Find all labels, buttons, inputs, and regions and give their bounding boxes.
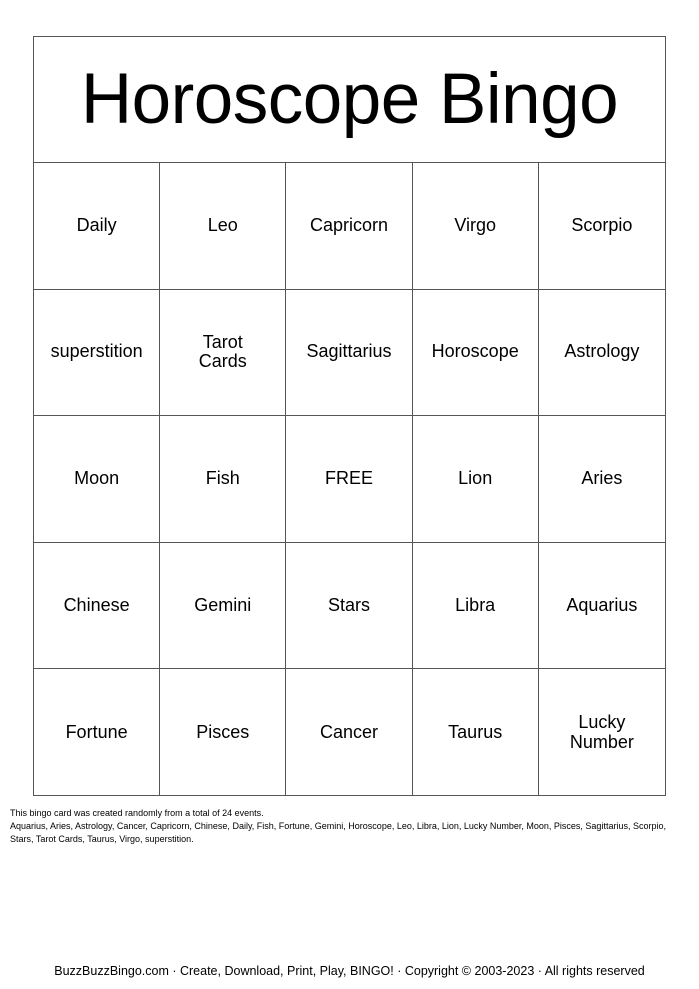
bingo-cell bbox=[413, 290, 539, 417]
cell-label: Tarot Cards bbox=[198, 331, 247, 372]
bingo-cell bbox=[160, 416, 286, 543]
bingo-cell bbox=[34, 163, 160, 290]
cell-label: Fortune bbox=[65, 721, 128, 742]
bingo-cell bbox=[539, 416, 665, 543]
cell-label: Lucky Number bbox=[569, 711, 634, 752]
title-row bbox=[34, 37, 665, 163]
bingo-cell bbox=[160, 163, 286, 290]
bingo-cell bbox=[286, 163, 412, 290]
cell-label: Astrology bbox=[564, 341, 640, 362]
bingo-cell bbox=[539, 669, 665, 796]
bingo-cell bbox=[539, 543, 665, 670]
cell-label: Aries bbox=[581, 468, 623, 489]
cell-label: Scorpio bbox=[571, 214, 633, 235]
cell-label: Taurus bbox=[448, 721, 503, 742]
card-notes bbox=[10, 807, 680, 846]
bingo-cell bbox=[160, 669, 286, 796]
cell-label: Lion bbox=[458, 468, 493, 489]
free-space-label: FREE bbox=[324, 468, 373, 489]
cell-label: Fish bbox=[205, 468, 240, 489]
bingo-cell bbox=[286, 290, 412, 417]
bingo-grid bbox=[34, 163, 665, 796]
cell-label: Aquarius bbox=[566, 594, 638, 615]
cell-label: Cancer bbox=[319, 721, 378, 742]
bingo-cell bbox=[413, 416, 539, 543]
bingo-cell bbox=[539, 163, 665, 290]
cell-label: Gemini bbox=[194, 594, 252, 615]
bingo-cell bbox=[160, 543, 286, 670]
cell-label: Daily bbox=[76, 214, 117, 235]
cell-label: superstition bbox=[50, 341, 143, 362]
bingo-cell bbox=[34, 290, 160, 417]
cell-label: Leo bbox=[207, 214, 238, 235]
page-footer: BuzzBuzzBingo.com · Create, Download, Print, Play, BINGO! · Copyright © 2003-2023 · All rights reserved bbox=[54, 964, 645, 978]
bingo-cell bbox=[413, 543, 539, 670]
cell-label: Virgo bbox=[454, 214, 497, 235]
bingo-cell bbox=[413, 669, 539, 796]
notes-intro: This bingo card was created randomly from a total of 24 events. bbox=[10, 808, 264, 818]
cell-label: Stars bbox=[327, 594, 370, 615]
cell-label: Moon bbox=[74, 468, 120, 489]
cell-label: Sagittarius bbox=[306, 341, 392, 362]
cell-label: Chinese bbox=[63, 594, 130, 615]
cell-label: Horoscope bbox=[431, 341, 519, 362]
bingo-cell bbox=[286, 543, 412, 670]
card-title: Horoscope Bingo bbox=[80, 60, 619, 139]
bingo-cell bbox=[413, 163, 539, 290]
bingo-cell bbox=[286, 669, 412, 796]
free-space-cell bbox=[286, 416, 412, 543]
bingo-cell bbox=[539, 290, 665, 417]
bingo-cell bbox=[34, 416, 160, 543]
bingo-cell bbox=[34, 669, 160, 796]
bingo-card bbox=[33, 36, 666, 796]
bingo-cell bbox=[34, 543, 160, 670]
cell-label: Capricorn bbox=[309, 214, 388, 235]
bingo-cell bbox=[160, 290, 286, 417]
cell-label: Pisces bbox=[196, 721, 250, 742]
cell-label: Libra bbox=[455, 594, 496, 615]
notes-event-list: Aquarius, Aries, Astrology, Cancer, Capricorn, Chinese, Daily, Fish, Fortune, Gemini, Horoscope, Leo, Libra, Lion, Lucky Number, Moon, Pisces, Sagittarius, Scorpio, Stars, Tarot Cards, Taurus, Virgo, superstition. bbox=[10, 821, 666, 844]
